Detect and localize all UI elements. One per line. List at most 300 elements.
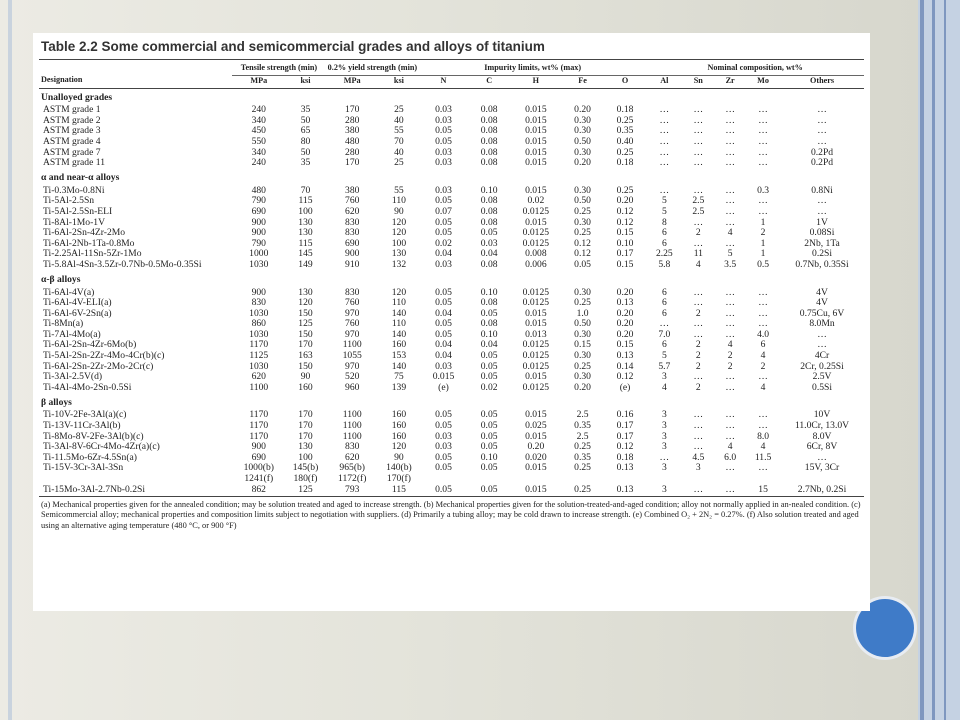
table-cell: … [758,196,768,207]
column-header: Fe [561,75,603,89]
table-cell: 3 [661,463,667,474]
table-cell: 830 [345,287,360,298]
table-cell: 2 [695,228,701,239]
table-cell: … [693,126,704,137]
table-row [39,432,864,443]
alloy-designation: Ti-8Mn(a) [43,319,84,330]
table-row [39,148,864,159]
column-header: Others [780,75,864,89]
table-cell: 0.05 [435,136,452,147]
table-cell: 110 [391,319,406,330]
table-cell: 125 [298,484,313,495]
table-cell: 25 [394,105,404,116]
alloy-designation: Ti-6Al-2Sn-4Zr-2Mo [43,228,126,239]
section-row [39,393,864,410]
alloy-designation: Ti-6Al-2Sn-2Zr-2Mo-2Cr(c) [43,361,154,372]
table-cell: … [817,452,827,463]
table-cell: … [725,147,735,158]
table-cell: 2 [727,361,733,372]
table-cell: 0.18 [616,105,634,116]
table-cell: 1100 [342,421,362,432]
tensile-header: Tensile strength (min) [232,60,325,75]
table-cell: 2 [695,308,701,319]
table-cell: 5.8 [658,259,671,270]
table-cell: … [693,442,704,453]
table-cell: 4 [727,228,733,239]
table-cell: 40 [394,115,404,126]
table-cell: 0.015 [525,185,547,196]
table-cell: 760 [345,298,360,309]
table-cell: 6Cr, 8V [806,442,838,453]
table-cell: 0.015 [432,372,455,383]
table-cell: … [659,136,670,147]
table-cell: 0.02 [435,238,452,249]
table-cell: … [725,206,735,217]
table-cell: 0.8Ni [811,185,833,196]
table-cell: 170(f) [386,474,411,484]
table-cell: 35 [300,158,311,169]
alloy-designation: Ti-5Al-2.5Sn-ELI [43,206,113,217]
table-cell: 0.17 [616,431,634,442]
table-cell: 830 [345,228,360,239]
table-cell: 70 [300,185,311,196]
composition-header: Nominal composition, wt% [646,60,864,75]
table-cell: … [725,410,735,421]
table-cell: 0.25 [574,442,591,453]
table-cell: 1055 [342,351,362,362]
table-cell: 120 [391,217,407,228]
table-cell: … [693,421,704,432]
table-cell: 4 [760,351,766,362]
table-cell: 0.25 [574,298,591,309]
alloy-designation: Ti-3Al-8V-6Cr-4Mo-4Zr(a)(c) [43,442,160,453]
table-cell: 0.12 [616,217,634,228]
table-cell: 0.006 [525,259,547,270]
table-cell: … [725,421,735,432]
table-cell: … [693,158,704,169]
table-cell: 65 [300,126,311,137]
table-cell: … [758,421,768,432]
table-cell: 450 [251,126,266,137]
table-cell: … [725,382,735,393]
table-cell: 0.35 [616,126,634,137]
table-cell: 3 [661,431,667,442]
column-header: H [510,75,561,89]
table-cell: 0.05 [435,217,452,228]
table-cell: 0.08 [480,217,498,228]
table-cell: … [659,319,670,330]
table-cell: 0.25 [574,361,591,372]
alloy-designation: Ti-5.8Al-4Sn-3.5Zr-0.7Nb-0.5Mo-0.35Si [43,259,202,270]
table-cell: 0.10 [480,185,498,196]
table-cell: 150 [298,361,313,372]
table-cell: 0.08 [480,147,498,158]
table-cell: 0.03 [435,442,452,453]
table-cell: 10V [813,410,831,421]
table-cell: … [758,206,768,217]
table-cell: 115 [391,484,406,495]
table-cell: 90 [300,372,311,383]
table-row [39,228,864,239]
table-cell: 40 [394,147,404,158]
table-cell: … [693,238,704,249]
table-cell: 139 [391,382,407,393]
table-cell: 6 [661,238,667,249]
table-cell: 0.025 [525,421,547,432]
table-cell [746,474,780,485]
table-cell: 0.03 [435,105,452,116]
table-cell: 0.30 [574,351,591,362]
alloy-designation: Ti-5Al-2Sn-2Zr-4Mo-4Cr(b)(c) [43,351,165,362]
table-cell: 1100 [249,382,269,393]
table-row [39,453,864,464]
table-cell: 120 [391,442,407,453]
column-header-row [39,75,864,89]
table-cell: … [693,372,704,383]
table-cell: 760 [345,319,360,330]
table-cell: 1100 [342,340,362,351]
table-cell: 0.30 [574,217,591,228]
table-cell: 7.0 [658,329,671,340]
table-cell: 0.18 [616,452,634,463]
table-row [39,421,864,432]
table-cell: 149 [298,259,313,270]
alloy-designation: ASTM grade 11 [43,158,105,169]
table-cell: … [693,136,704,147]
table-cell: 2.25 [655,249,673,260]
table-cell: 0.20 [574,382,591,393]
table-cell: 6 [661,340,667,351]
table-cell: … [659,126,670,137]
table-cell: 0.35 [574,421,591,432]
column-header: Mo [746,75,780,89]
table-cell: 0.015 [525,463,547,474]
table-row [39,207,864,218]
alloy-designation: ASTM grade 2 [43,115,101,126]
table-cell: 970 [345,329,360,340]
alloy-designation: Ti-15Mo-3Al-2.7Nb-0.2Si [43,484,145,495]
table-cell: 3 [661,410,667,421]
table-cell: 130 [298,442,313,453]
table-cell: 960 [345,382,360,393]
table-cell: 0.03 [435,361,452,372]
table-cell: 0.50 [574,136,591,147]
table-cell: 6 [661,228,667,239]
table-cell: 0.08 [480,206,498,217]
table-cell: 2.5 [692,196,705,207]
table-cell: 0.15 [616,340,634,351]
table-cell: 140 [391,329,407,340]
table-cell: 0.5Si [812,382,833,393]
column-header: Zr [714,75,746,89]
table-cell: 0.30 [574,147,591,158]
table-cell: … [659,115,670,126]
table-cell: 170 [345,158,360,169]
table-cell: 0.25 [574,484,591,495]
table-row [39,485,864,496]
table-cell: 0.04 [435,340,452,351]
column-header: Al [646,75,682,89]
table-cell: 0.05 [435,319,452,330]
table-cell: 0.20 [574,105,591,116]
table-cell: 0.015 [525,105,547,116]
alloy-designation: Ti-6Al-2Sn-4Zr-6Mo(b) [43,340,137,351]
table-cell: 6 [661,298,667,309]
table-cell: 4V [816,287,828,298]
table-cell: 160 [298,382,313,393]
table-cell: 0.30 [574,126,591,137]
table-cell: 50 [300,147,311,158]
table-cell: 5 [727,249,733,260]
alloy-designation: Ti-5Al-2.5Sn [43,196,95,207]
table-cell: … [758,147,768,158]
alloy-designation: Ti-7Al-4Mo(a) [43,329,101,340]
table-cell [682,474,714,485]
table-cell: 0.0125 [522,382,550,393]
table-cell: 0.04 [435,351,452,362]
table-cell: 0.05 [435,484,452,495]
table-cell: … [758,372,768,383]
table-cell: 115 [298,196,313,207]
table-row [39,137,864,148]
table-cell: … [725,185,735,196]
table-cell: 1172(f) [338,474,367,484]
table-cell: 3.5 [724,259,737,270]
table-cell: 160 [391,410,407,421]
table-cell: 0.08 [480,136,498,147]
table-cell: 0.20 [616,287,634,298]
table-cell: 0.08 [480,259,498,270]
alloy-designation: Ti-6Al-4V(a) [43,287,95,298]
table-cell: 4.0 [757,329,770,340]
table-cell: 830 [345,217,360,228]
table-cell: … [693,105,704,116]
table-cell: 0.10 [480,287,498,298]
table-cell: 0.03 [435,147,452,158]
table-cell: 2 [695,382,701,393]
table-row [39,474,864,485]
table-row [39,126,864,137]
table-cell: 0.12 [616,372,634,383]
table-cell: 0.08 [480,196,498,207]
table-cell: 2 [695,361,701,372]
table-cell: … [758,126,768,137]
alloy-designation: Ti-8Al-1Mo-1V [43,217,106,228]
table-cell: 380 [345,185,360,196]
table-cell: 0.16 [616,410,634,421]
table-cell: 90 [394,206,404,217]
table-row [39,330,864,341]
table-cell: 145(b) [292,463,319,474]
table-cell: 140 [391,308,407,319]
table-cell [646,474,682,485]
table-cell: 0.08 [480,105,498,116]
table-cell: 0.0125 [522,287,550,298]
table-cell: … [725,196,735,207]
table-cell: 0.08 [480,319,498,330]
table-cell: 0.10 [480,452,498,463]
table-cell: … [817,136,827,147]
table-cell [419,474,468,485]
table-cell: 0.25 [616,185,634,196]
table-cell: 0.008 [525,249,547,260]
table-cell: 0.50 [574,319,591,330]
table-row [39,116,864,127]
table-cell: 0.15 [616,259,634,270]
table-cell: 0.03 [435,158,452,169]
table-cell [604,474,646,485]
table-row [39,410,864,421]
table-cell: 620 [251,372,266,383]
table-cell: … [725,238,735,249]
table-cell: 0.0125 [522,238,550,249]
table-cell: 3 [661,442,667,453]
table-row [39,309,864,320]
alloy-designation: Ti-6Al-6V-2Sn(a) [43,308,112,319]
table-cell: 0.0125 [522,298,550,309]
table-cell: … [693,431,704,442]
table-cell: 790 [251,196,266,207]
table-cell: 0.20 [616,308,634,319]
table-cell: 910 [345,259,360,270]
table-cell: 0.10 [480,329,498,340]
column-header: MPa [326,75,379,89]
table-cell: 5 [661,196,667,207]
table-cell: 120 [391,228,407,239]
table-cell: 170 [345,105,360,116]
table-row [39,319,864,330]
table-cell: … [693,484,704,495]
table-row [39,260,864,271]
table-cell: 0.40 [616,136,634,147]
table-end-rule-cell [39,495,864,497]
table-cell: 0.12 [616,442,634,453]
table-cell: 280 [345,147,360,158]
table-cell: 0.015 [525,319,547,330]
frame-stripe [932,0,935,720]
table-cell: 2Nb, 1Ta [804,238,840,249]
table-cell: 170 [298,410,313,421]
table-row [39,158,864,169]
table-cell: 100 [298,206,313,217]
table-cell: … [659,452,670,463]
table-cell: 862 [251,484,266,495]
alloy-designation: Ti-2.25Al-11Sn-5Zr-1Mo [43,249,142,260]
table-cell: 11 [693,249,703,260]
table-cell: 2.5 [576,431,589,442]
table-cell: 0.013 [525,329,547,340]
table-cell: 0.05 [480,431,498,442]
table-cell: 15 [758,484,768,495]
table-cell: … [725,463,735,474]
table-cell: 0.03 [435,259,452,270]
table-cell: 0.05 [480,484,498,495]
table-cell: 0.015 [525,217,547,228]
table-cell: 145 [298,249,313,260]
table-cell: … [693,217,704,228]
table-cell: 340 [251,147,266,158]
table-cell: 1.0 [576,308,589,319]
table-cell: 4 [760,382,766,393]
table-cell: … [725,115,735,126]
table-cell: … [758,410,768,421]
table-cell: 140 [391,361,407,372]
table-row [39,298,864,309]
table-cell: 0.05 [435,463,452,474]
section-title: β alloys [41,397,72,409]
table-row [39,288,864,299]
table-cell: … [725,105,735,116]
table-row [39,463,864,474]
table-cell: 0.20 [527,442,545,453]
table-cell: 0.05 [435,452,452,463]
table-cell: 900 [251,217,266,228]
table-cell: 0.08 [480,158,498,169]
table-cell: 0.015 [525,136,547,147]
alloy-designation: ASTM grade 1 [43,105,101,116]
table-cell: 0.020 [525,452,547,463]
table-cell: 0.30 [574,329,591,340]
table-cell: 860 [251,319,266,330]
table-cell: 0.03 [435,115,452,126]
table-cell: 1170 [249,410,269,421]
table-cell: … [817,329,827,340]
table-cell: 2.5 [576,410,589,421]
table-cell: 8.0V [812,431,832,442]
alloy-designation: Ti-3Al-2.5V(d) [43,372,103,383]
table-cell: 35 [300,105,311,116]
table-cell: 0.15 [616,228,634,239]
table-cell: 1000(b) [243,463,274,474]
table-cell: 0.30 [574,185,591,196]
column-header: N [419,75,468,89]
table-end-rule [39,495,864,497]
table-cell: 1030 [249,259,269,270]
column-header: ksi [285,75,325,89]
table-cell: 2 [760,228,766,239]
table-cell: 480 [251,185,266,196]
table-cell: … [758,158,768,169]
table-cell: 90 [394,452,404,463]
table-cell: 0.10 [616,238,634,249]
table-cell: 4.5 [692,452,705,463]
table-cell: 0.13 [616,484,634,495]
alloy-designation: ASTM grade 3 [43,126,101,137]
table-cell: 5.7 [658,361,671,372]
frame-stripe [944,0,946,720]
table-cell: 0.03 [480,238,498,249]
table-cell: 690 [251,206,266,217]
table-cell: 0.04 [435,308,452,319]
table-cell: 4Cr [814,351,830,362]
table-cell: 1 [760,249,766,260]
table-row [39,383,864,394]
table-cell: 6.0 [724,452,737,463]
table-cell: 0.05 [480,421,498,432]
section-title: Unalloyed grades [41,91,113,103]
table-cell: 900 [251,442,266,453]
table-cell: 0.02 [480,382,498,393]
table-cell: … [758,463,768,474]
table-cell: 0.04 [480,249,498,260]
section-title: α-β alloys [41,274,81,286]
table-cell: 0.08 [480,115,498,126]
table-cell: 0.75Cu, 6V [799,308,845,319]
table-cell: … [758,308,768,319]
table-cell: 0.05 [435,228,452,239]
column-header: Designation [39,75,232,89]
table-cell: 2 [695,351,701,362]
